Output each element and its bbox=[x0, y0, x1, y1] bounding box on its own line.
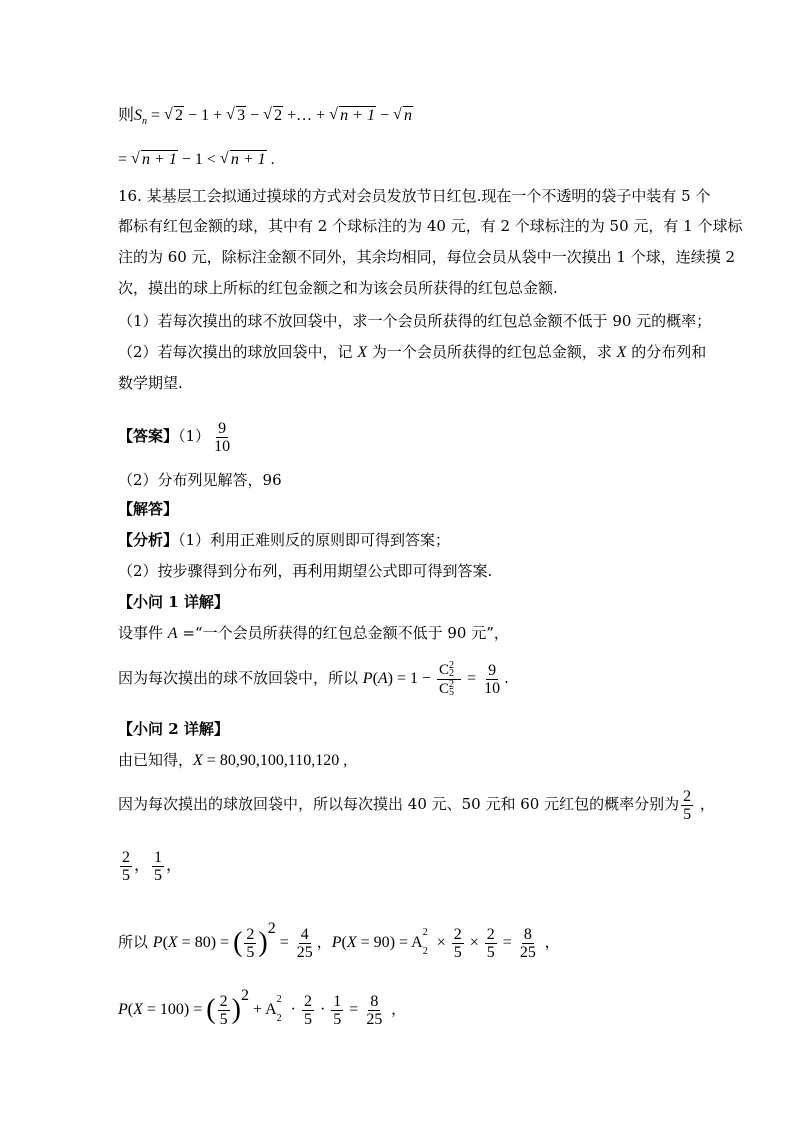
x-values: 由已知得，X = 80,90,100,110,120 , bbox=[118, 751, 348, 769]
sn-symbol: S bbox=[134, 107, 143, 124]
sqrt-2b: √ 2 bbox=[264, 106, 283, 126]
sub-question-2-label: 【小问 2 详解】 bbox=[118, 720, 229, 738]
p-x80-x90: 所以 P(X = 80) = ( $\frac{2}{5}$ )$^2$ = $\frac{4}{25}$ ，P(X = 90) = A 2 2 × $\frac{2}{5}$ × $\frac{2}{5}$ = $\frac{8}{25}$ ， bbox=[118, 920, 560, 961]
p-x100: P(X = 100) = ( $\frac{2}{5}$ )$^2$ + A 2 2 · $\frac{2}{5}$ · $\frac{1}{5}$ = $\frac{8}{25}$ ， bbox=[118, 987, 407, 1028]
probabilities-cont: $\frac{2}{5}$ ， $\frac{1}{5}$ ， bbox=[122, 848, 183, 884]
analysis-1: 【分析】（1）利用正难则反的原则即可得到答案； bbox=[118, 531, 451, 549]
analysis-2: （2）按步骤得到分布列，再利用期望公式即可得到答案. bbox=[118, 562, 493, 580]
sqrt-n1-c: √ n + 1 bbox=[221, 150, 267, 170]
sn-result: = √ n + 1 − 1 < √ n + 1 . bbox=[118, 150, 275, 170]
sqrt-2: √ 2 bbox=[165, 106, 184, 126]
sub-question-1-label: 【小问 1 详解】 bbox=[118, 593, 229, 611]
answer-part-2: （2）分布列见解答，96 bbox=[118, 471, 282, 489]
probabilities-line: 因为每次摸出的球放回袋中，所以每次摸出 40 元、50 元和 60 元红包的概率分别为 $\frac{2}{5}$ ， bbox=[118, 787, 715, 823]
sqrt-n1-b: √ n + 1 bbox=[132, 150, 178, 170]
problem-line-3: 注的为 60 元，除标注金额不同外，其余均相同，每位会员从袋中一次摸出 1 个球，连续摸 2 bbox=[118, 248, 736, 266]
event-a-definition: 设事件 A =“一个会员所获得的红包总金额不低于 90 元”， bbox=[118, 624, 509, 642]
sn-subscript: n bbox=[142, 116, 148, 128]
question-1: （1）若每次摸出的球不放回袋中，求一个会员所获得的红包总金额不低于 90 元的概率； bbox=[118, 312, 712, 330]
combination-fraction: C 2 2 C 2 5 bbox=[437, 660, 461, 698]
answer-part-1: 【答案】（1） $\frac{9}{10}$ bbox=[118, 419, 231, 455]
answer-label: 【答案】 bbox=[118, 427, 179, 445]
problem-line-4: 次，摸出的球上所标的红包金额之和为该会员所获得的红包总金额. bbox=[118, 279, 558, 297]
solution-label: 【解答】 bbox=[118, 500, 179, 518]
question-2: （2）若每次摸出的球放回袋中，记 X 为一个会员所获得的红包总金额，求 X 的分布列和 bbox=[118, 343, 707, 361]
problem-line-1: 16. 某基层工会拟通过摸球的方式对会员发放节日红包.现在一个不透明的袋子中装有 5 个 bbox=[118, 187, 711, 205]
answer-fraction: $\frac{9}{10}$ bbox=[214, 419, 231, 455]
p-a-calculation: 因为每次摸出的球不放回袋中，所以 P(A) = 1 − C 2 2 C 2 5 = $\frac{9}{10}$ . bbox=[118, 659, 509, 698]
question-2-cont: 数学期望. bbox=[118, 374, 183, 392]
text-ze: 则 bbox=[118, 107, 135, 124]
problem-line-2: 都标有红包金额的球，其中有 2 个球标注的为 40 元，有 2 个球标注的为 50 元，有 1 个球标 bbox=[118, 217, 743, 235]
sqrt-n1: √ n + 1 bbox=[330, 106, 376, 126]
sqrt-3: √ 3 bbox=[227, 106, 246, 126]
sqrt-n: √ n bbox=[394, 106, 413, 126]
sn-expression: 则$S_n$ = √ 2 − 1 + √ 3 − √ 2 +… + √ n + 1 − √ n bbox=[118, 106, 413, 132]
